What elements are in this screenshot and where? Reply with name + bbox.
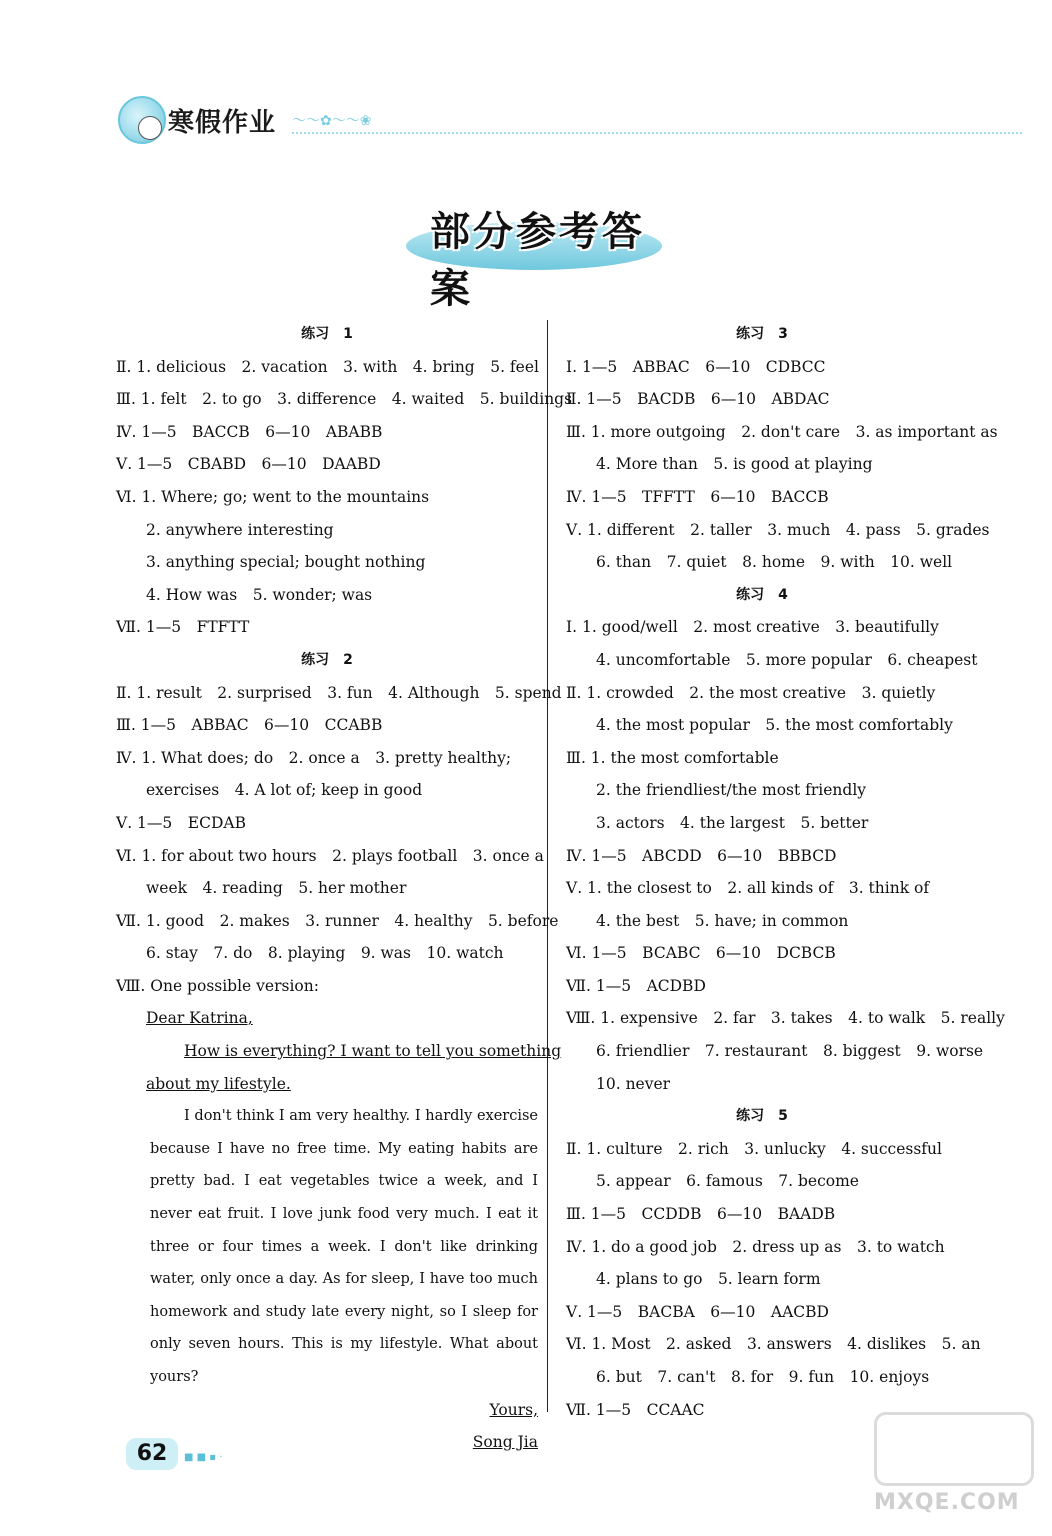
answer-line: 10. never (596, 1074, 671, 1093)
answer-line: Ⅱ. 1. delicious 2. vacation 3. with 4. bring 5. feel (116, 357, 539, 376)
column-divider (547, 320, 548, 1412)
watermark-logo-icon (874, 1412, 1034, 1486)
answer-line: Ⅶ. 1. good 2. makes 3. runner 4. healthy 5. before (116, 911, 559, 930)
answer-line: Ⅰ. 1—5 ABBAC 6—10 CDBCC (566, 357, 826, 376)
answer-line: 4. uncomfortable 5. more popular 6. cheapest (596, 650, 978, 669)
answer-line: Ⅱ. 1. result 2. surprised 3. fun 4. Although 5. spend (116, 683, 562, 702)
answer-line: Ⅶ. 1—5 CCAAC (566, 1400, 705, 1419)
answer-line: Ⅵ. 1. for about two hours 2. plays football 3. once a (116, 846, 544, 865)
answers-banner (400, 200, 662, 312)
footer-squares-icon: ■ ■ ▪ · (184, 1452, 223, 1463)
letter-opening-text: How is everything? I want to tell you something (184, 1042, 562, 1061)
answer-line: 4. the best 5. have; in common (596, 911, 849, 930)
answer-line: Ⅳ. 1. What does; do 2. once a 3. pretty healthy; (116, 748, 512, 767)
answer-line: Ⅷ. 1. expensive 2. far 3. takes 4. to walk 5. really (566, 1009, 1005, 1028)
answer-line: 6. than 7. quiet 8. home 9. with 10. well (596, 553, 953, 572)
section-title: 练习 5 (736, 1108, 788, 1125)
answer-line: Ⅱ. 1. crowded 2. the most creative 3. quietly (566, 683, 936, 702)
left-column (116, 318, 573, 1459)
answer-line: Ⅶ. 1—5 ACDBD (566, 976, 706, 995)
cartoon-girl-icon (118, 96, 166, 144)
answer-line: Ⅲ. 1. the most comfortable (566, 748, 779, 767)
answer-line: Ⅴ. 1. the closest to 2. all kinds of 3. think of (566, 879, 930, 898)
answer-line: 5. appear 6. famous 7. become (596, 1172, 859, 1191)
answer-line: Ⅶ. 1—5 FTFTT (116, 618, 250, 637)
letter-greeting (116, 1002, 538, 1035)
answer-line: Ⅳ. 1—5 BACCB 6—10 ABABB (116, 422, 383, 441)
answer-line: exercises 4. A lot of; keep in good (146, 781, 423, 800)
right-column (566, 318, 1005, 1426)
section-title: 练习 1 (301, 326, 353, 342)
header-title: 寒假作业 (168, 108, 277, 138)
answer-line: Ⅲ. 1. felt 2. to go 3. difference 4. waited 5. buildings (116, 390, 573, 409)
watermark (874, 1412, 1034, 1524)
answer-line: Ⅲ. 1—5 ABBAC 6—10 CCABB (116, 716, 383, 735)
answer-line: 6. stay 7. do 8. playing 9. was 10. watch (146, 944, 504, 963)
page-number: 62 (126, 1438, 178, 1470)
answer-line: 6. but 7. can't 8. for 9. fun 10. enjoys (596, 1368, 930, 1386)
answer-line: 4. More than 5. is good at playing (596, 455, 873, 474)
answer-line: Ⅲ. 1. more outgoing 2. don't care 3. as important as (566, 422, 998, 441)
answer-line: Ⅳ. 1. do a good job 2. dress up as 3. to watch (566, 1237, 945, 1256)
letter-greeting-text: Dear Katrina, (146, 1009, 253, 1028)
watermark-text: MXQE.COM (874, 1490, 1020, 1515)
answer-line: Ⅷ. One possible version: (116, 976, 319, 995)
answer-line: 3. anything special; bought nothing (146, 553, 426, 572)
answer-line: 4. plans to go 5. learn form (596, 1270, 821, 1289)
answer-line: Ⅵ. 1. Most 2. asked 3. answers 4. dislikes 5. an (566, 1335, 981, 1354)
answer-line: Ⅵ. 1. Where; go; went to the mountains (116, 487, 430, 506)
answer-line: Ⅱ. 1. culture 2. rich 3. unlucky 4. successful (566, 1139, 942, 1158)
letter-opening (116, 1035, 562, 1068)
letter-opening-text: about my lifestyle. (146, 1074, 291, 1093)
answer-line: 2. anywhere interesting (146, 520, 334, 539)
banner-title: 部分参考答案 (430, 209, 645, 312)
letter-signature-text: Song Jia (472, 1433, 538, 1452)
vine-decoration-icon: ～～✿～～❀ (292, 113, 372, 129)
answer-line: Ⅵ. 1—5 BCABC 6—10 DCBCB (566, 944, 836, 963)
answer-line: week 4. reading 5. her mother (146, 879, 407, 898)
page-header (112, 90, 1032, 150)
answer-line: 6. friendlier 7. restaurant 8. biggest 9. worse (596, 1042, 984, 1061)
answer-line: Ⅴ. 1—5 CBABD 6—10 DAABD (116, 455, 381, 474)
answer-line: Ⅱ. 1—5 BACDB 6—10 ABDAC (566, 390, 830, 409)
section-title: 练习 2 (301, 651, 353, 668)
answer-line: 2. the friendliest/the most friendly (596, 781, 867, 800)
answer-line: 4. How was 5. wonder; was (146, 585, 373, 604)
letter-closing (116, 1394, 538, 1427)
answer-line: Ⅲ. 1—5 CCDDB 6—10 BAADB (566, 1205, 836, 1224)
answer-line: Ⅴ. 1—5 ECDAB (116, 813, 246, 832)
letter-closing-text: Yours, (489, 1400, 538, 1419)
answer-line: Ⅰ. 1. good/well 2. most creative 3. beautifully (566, 618, 939, 637)
answer-line: 4. the most popular 5. the most comfortably (596, 716, 953, 735)
section-title: 练习 3 (736, 326, 788, 342)
answer-line: Ⅳ. 1—5 TFFTT 6—10 BACCB (566, 487, 829, 506)
letter-opening (116, 1068, 538, 1101)
section-title: 练习 4 (736, 586, 788, 603)
header-dotted-rule (292, 132, 1022, 134)
letter-body: I don't think I am very healthy. I hardly exercise because I have no free time. My eating habits are pretty bad. I eat vegetables twice a week, and I never eat fruit. I love junk food very much. I eat it three or four times a week. I don't like drinking water, only once a day. As for sleep, I have too much homework and study late every night, so I sleep for only seven hours. This is my lifestyle. What about yours? (150, 1108, 538, 1385)
answer-line: Ⅴ. 1—5 BACBA 6—10 AACBD (566, 1302, 829, 1321)
answer-line: Ⅳ. 1—5 ABCDD 6—10 BBBCD (566, 846, 837, 865)
letter-signature (116, 1426, 538, 1459)
answer-line: Ⅴ. 1. different 2. taller 3. much 4. pass 5. grades (566, 520, 990, 539)
answer-line: 3. actors 4. the largest 5. better (596, 813, 869, 832)
letter-body-block (116, 1100, 538, 1393)
